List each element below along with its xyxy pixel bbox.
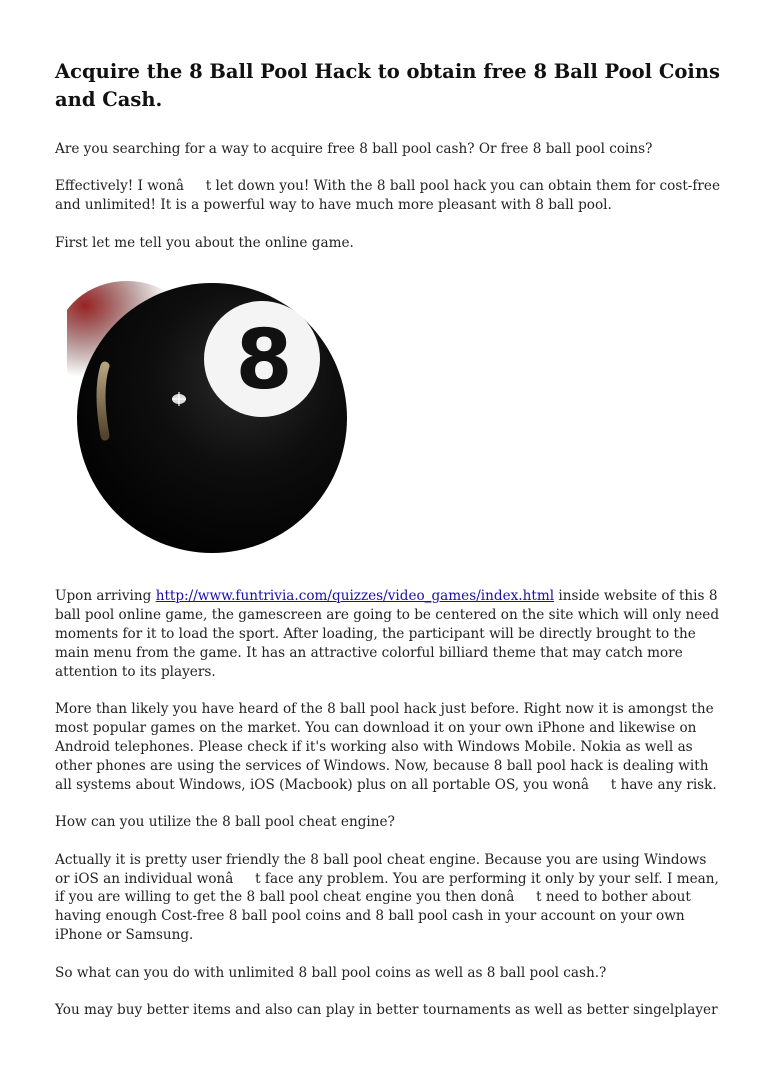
paragraph-more-than-likely: More than likely you have heard of the 8 ball pool hack just before. Right now it is amongst the most popular games on the market. You can download it on your own iPhone and likewise on Android telephones. Please check if it's working also with Windows Mobile. Nokia as well as other phones are using the services of Windows. Now, because 8 ball pool hack is dealing with all systems about Windows, iOS (Macbook) plus on all portable OS, you wonât have any risk. [55, 701, 717, 793]
paragraph-upon-arriving [55, 587, 720, 682]
article-title: Acquire the 8 Ball Pool Hack to obtain free 8 Ball Pool Coins and Cash. [55, 60, 720, 111]
ball-rim-highlight [101, 366, 105, 436]
paragraph-intro: Are you searching for a way to acquire free 8 ball pool cash? Or free 8 ball pool coins? [55, 141, 653, 157]
paragraph-actually: Actually it is pretty user friendly the 8 ball pool cheat engine. Because you are using Windows or iOS an individual wonât face any problem. You are performing it only by your self. I mean, if you are willing to get the 8 ball pool cheat engine you then donât need to bother about having enough Cost-free 8 ball pool coins and 8 ball pool cash in your account on your own iPhone or Samsung. [55, 851, 719, 944]
paragraph-how-can-you: How can you utilize the 8 ball pool cheat engine? [55, 814, 395, 831]
paragraph-you-may-buy: You may buy better items and also can play in better tournaments as well as better singelplayer [55, 1002, 718, 1019]
eight-ball-illustration [67, 271, 352, 561]
ball-number: 8 [235, 313, 293, 409]
paragraph-upon-arriving-suffix: inside website of this 8 ball pool online game, the gamescreen are going to be centered on the site which will only need moments for it to load the sport. After loading, the participant will be directly brought to the main menu from the game. It has an attractive colorful billiard theme that may catch more attention to its players. [55, 588, 720, 680]
paragraph-so-what: So what can you do with unlimited 8 ball pool coins as well as 8 ball pool cash.? [55, 964, 607, 981]
funtrivia-link[interactable]: http://www.funtrivia.com/quizzes/video_games/index.html [155, 588, 555, 605]
paragraph-first-let-me: First let me tell you about the online game. [55, 234, 354, 251]
paragraph-effectively: Effectively! I wonât let down you! With the 8 ball pool hack you can obtain them for cost-free and unlimited! It is a powerful way to have much more pleasant with 8 ball pool. [55, 178, 720, 214]
document-page [55, 58, 720, 1038]
eight-ball-image [67, 271, 352, 561]
paragraph-upon-arriving-prefix: Upon arriving [55, 588, 156, 605]
